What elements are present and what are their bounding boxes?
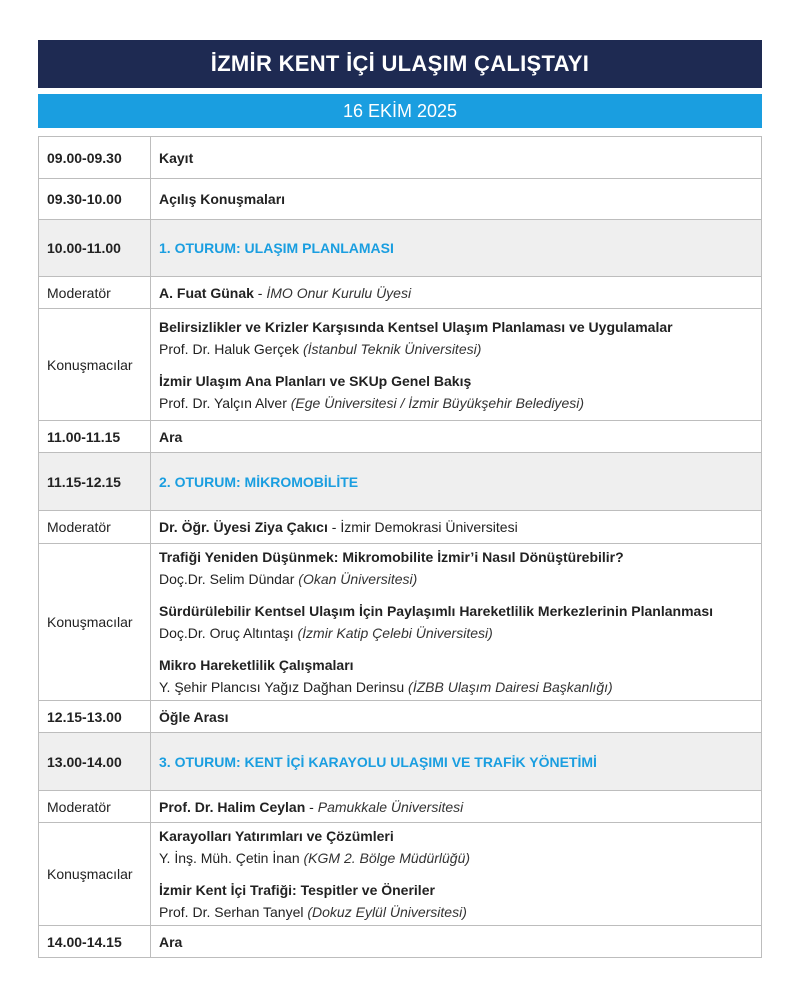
speaker-line [159, 622, 753, 644]
event-date: 16 EKİM 2025 [38, 94, 762, 128]
talk [159, 368, 753, 416]
speaker-name: Prof. Dr. Haluk Gerçek [159, 340, 300, 357]
speakers-cell [151, 309, 762, 421]
talk [159, 598, 753, 646]
speaker-line [159, 568, 753, 590]
talk-title: Karayolları Yatırımları ve Çözümleri [159, 828, 394, 844]
time-cell: 11.15-12.15 [39, 453, 151, 511]
time-cell: 10.00-11.00 [39, 220, 151, 277]
speakers-label: Konuşmacılar [39, 309, 151, 421]
moderator-org: Pamukkale Üniversitesi [317, 798, 464, 815]
moderator-row [39, 277, 762, 309]
speaker-org: (İzmir Katip Çelebi Üniversitesi) [297, 625, 493, 641]
moderator-name: Dr. Öğr. Üyesi Ziya Çakıcı [159, 519, 328, 535]
talk [159, 544, 753, 592]
speakers-label: Konuşmacılar [39, 823, 151, 926]
talk-title: İzmir Ulaşım Ana Planları ve SKUp Genel Bakış [159, 372, 472, 389]
speakers-cell [151, 544, 762, 701]
speakers-row [39, 309, 762, 421]
talk [159, 877, 753, 925]
agenda-row [39, 179, 762, 220]
session-title: 1. OTURUM: ULAŞIM PLANLAMASI [151, 220, 762, 277]
agenda-row [39, 137, 762, 179]
moderator-name: A. Fuat Günak [159, 284, 254, 301]
time-cell: 11.00-11.15 [39, 421, 151, 453]
page-title: İZMİR KENT İÇİ ULAŞIM ÇALIŞTAYI [38, 40, 762, 88]
session-row [39, 220, 762, 277]
moderator-label: Moderatör [39, 277, 151, 309]
agenda-item: Ara [151, 421, 762, 453]
time-cell: 09.30-10.00 [39, 179, 151, 220]
session-title: 3. OTURUM: KENT İÇİ KARAYOLU ULAŞIMI VE TRAFİK YÖNETİMİ [151, 733, 762, 791]
separator: - [253, 284, 267, 301]
moderator-row [39, 511, 762, 544]
agenda-item: Ara [151, 926, 762, 958]
moderator-row [39, 791, 762, 823]
moderator-org: İMO Onur Kurulu Üyesi [266, 284, 412, 301]
agenda-table [38, 136, 762, 958]
speaker-line [159, 392, 753, 414]
speakers-cell [151, 823, 762, 926]
speaker-name: Y. Şehir Plancısı Yağız Dağhan Derinsu [159, 679, 405, 695]
moderator-cell [151, 791, 762, 823]
separator: - [327, 519, 341, 535]
speaker-org: (Dokuz Eylül Üniversitesi) [307, 904, 467, 920]
moderator-name: Prof. Dr. Halim Ceylan [159, 798, 306, 815]
speaker-line [159, 676, 753, 698]
speaker-name: Prof. Dr. Yalçın Alver [159, 394, 287, 411]
time-cell: 09.00-09.30 [39, 137, 151, 179]
time-cell: 13.00-14.00 [39, 733, 151, 791]
separator: - [305, 798, 318, 815]
talk-title: Belirsizlikler ve Krizler Karşısında Kentsel Ulaşım Planlaması ve Uygulamalar [159, 318, 673, 335]
speakers-row [39, 823, 762, 926]
session-row [39, 733, 762, 791]
session-row [39, 453, 762, 511]
moderator-org: İzmir Demokrasi Üniversitesi [340, 519, 518, 535]
speaker-name: Doç.Dr. Oruç Altıntaşı [159, 625, 294, 641]
agenda-item: Öğle Arası [151, 701, 762, 733]
speaker-org: (İstanbul Teknik Üniversitesi) [302, 340, 482, 357]
moderator-cell [151, 511, 762, 544]
speaker-line [159, 901, 753, 923]
moderator-label: Moderatör [39, 511, 151, 544]
speaker-name: Doç.Dr. Selim Dündar [159, 571, 295, 587]
talk-title: Mikro Hareketlilik Çalışmaları [159, 657, 354, 673]
talk-title: Sürdürülebilir Kentsel Ulaşım İçin Paylaşımlı Hareketlilik Merkezlerinin Planlanması [159, 603, 713, 619]
speaker-org: (Ege Üniversitesi / İzmir Büyükşehir Belediyesi) [290, 394, 585, 411]
speaker-org: (Okan Üniversitesi) [298, 571, 418, 587]
agenda-row [39, 926, 762, 958]
time-cell: 12.15-13.00 [39, 701, 151, 733]
talk [159, 314, 753, 362]
talk [159, 652, 753, 700]
speakers-label: Konuşmacılar [39, 544, 151, 701]
speaker-org: (İZBB Ulaşım Dairesi Başkanlığı) [408, 679, 613, 695]
speaker-line [159, 847, 753, 869]
time-cell: 14.00-14.15 [39, 926, 151, 958]
moderator-label: Moderatör [39, 791, 151, 823]
session-title: 2. OTURUM: MİKROMOBİLİTE [151, 453, 762, 511]
agenda-item: Açılış Konuşmaları [151, 179, 762, 220]
talk [159, 823, 753, 871]
agenda-row [39, 701, 762, 733]
agenda-row [39, 421, 762, 453]
speaker-name: Y. İnş. Müh. Çetin İnan [159, 850, 300, 866]
agenda-item: Kayıt [151, 137, 762, 179]
moderator-cell [151, 277, 762, 309]
speaker-org: (KGM 2. Bölge Müdürlüğü) [303, 850, 471, 866]
speaker-name: Prof. Dr. Serhan Tanyel [159, 904, 304, 920]
speaker-line [159, 338, 753, 360]
speakers-row [39, 544, 762, 701]
talk-title: Trafiği Yeniden Düşünmek: Mikromobilite İzmir’i Nasıl Dönüştürebilir? [159, 549, 624, 565]
talk-title: İzmir Kent İçi Trafiği: Tespitler ve Öneriler [159, 882, 435, 898]
